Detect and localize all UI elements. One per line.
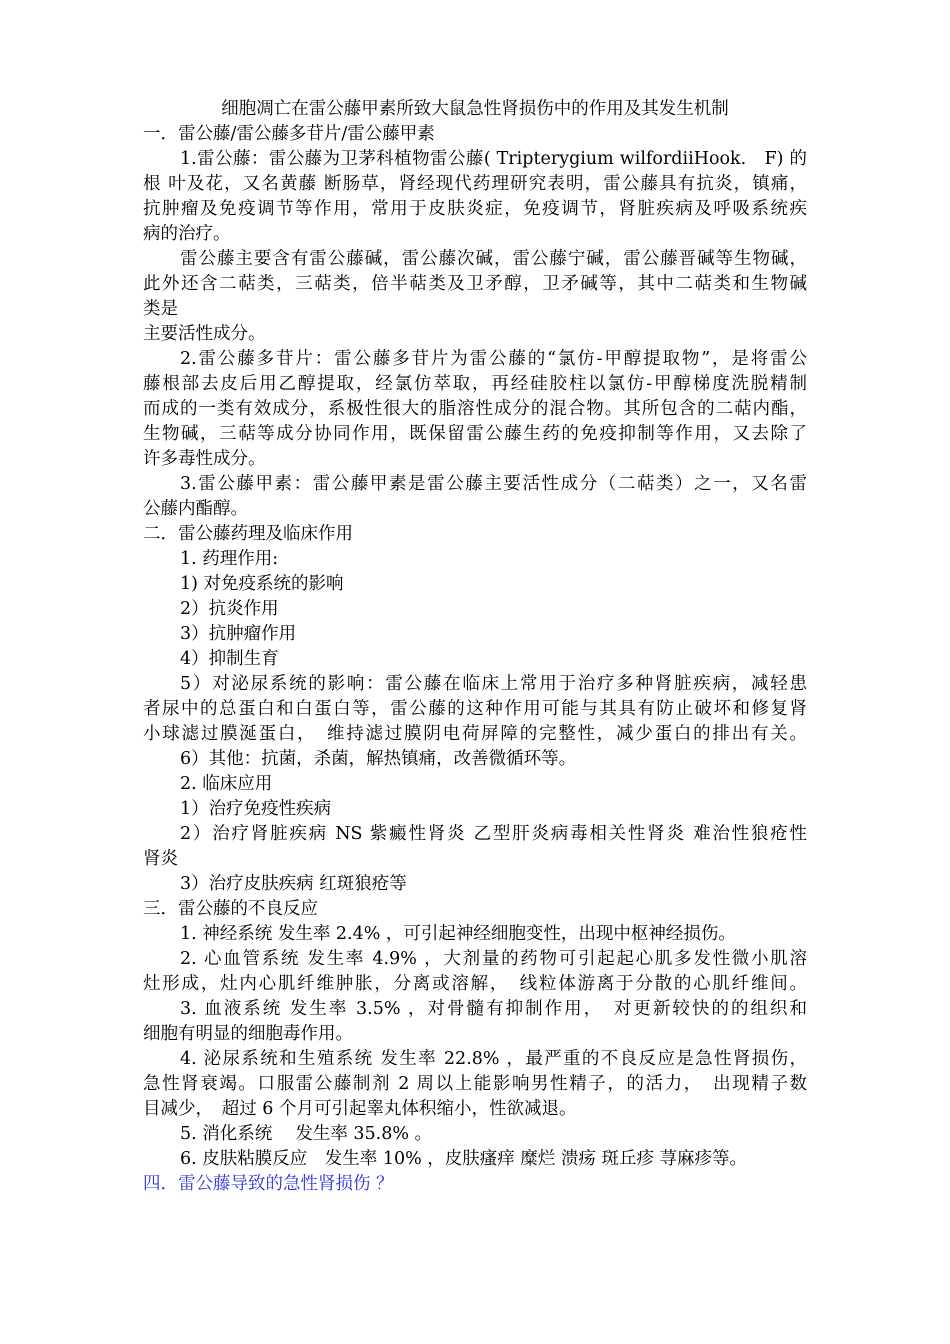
list-item: 2）抗炎作用 (180, 599, 279, 619)
clinical-heading: 2. 临床应用 (180, 774, 273, 794)
paragraph-line: 细胞有明显的细胞毒作用。 (143, 1024, 353, 1044)
list-item: 6）其他：抗菌，杀菌，解热镇痛，改善微循环等。 (180, 749, 577, 769)
list-item: 4. 泌尿系统和生殖系统 发生率 22.8% ，最严重的不良反应是急性肾损伤， (180, 1049, 807, 1069)
document-title: 细胞凋亡在雷公藤甲素所致大鼠急性肾损伤中的作用及其发生机制 (221, 99, 729, 119)
paragraph-line: 急性肾衰竭。口服雷公藤制剂 2 周以上能影响男性精子，的活力， 出现精子数 (143, 1074, 807, 1094)
paragraph-line: 病的治疗。 (143, 224, 231, 244)
paragraph-line: 公藤内酯醇。 (143, 499, 248, 519)
list-item: 6. 皮肤粘膜反应 发生率 10% ，皮肤瘙痒 糜烂 溃疡 斑丘疹 荨麻疹等。 (180, 1149, 748, 1169)
pharmacology-heading: 1. 药理作用: (180, 549, 279, 569)
paragraph-line: 3.雷公藤甲素：雷公藤甲素是雷公藤主要活性成分（二萜类）之一，又名雷 (180, 474, 807, 494)
paragraph-line: 5）对泌尿系统的影响：雷公藤在临床上常用于治疗多种肾脏疾病，减轻患 (180, 674, 807, 694)
paragraph-line: 生物碱，三萜等成分协同作用，既保留雷公藤生药的免疫抑制等作用，又去除了 (143, 424, 807, 444)
paragraph-line: 2.雷公藤多苷片：雷公藤多苷片为雷公藤的“氯仿-甲醇提取物”，是将雷公 (180, 349, 807, 369)
paragraph-line: 而成的一类有效成分，系极性很大的脂溶性成分的混合物。其所包含的二萜内酯， (143, 399, 807, 419)
paragraph-line: 主要活性成分。 (143, 324, 266, 344)
paragraph-line: 类是 (143, 299, 178, 319)
list-item: 1) 对免疫系统的影响 (180, 574, 344, 594)
paragraph-line: 灶形成，灶内心肌纤维肿胀，分离或溶解， 线粒体游离于分散的心肌纤维间。 (143, 974, 807, 994)
list-item: 3）治疗皮肤疾病 红斑狼疮等 (180, 874, 407, 894)
paragraph-line: 许多毒性成分。 (143, 449, 266, 469)
list-item: 2）治疗肾脏疾病 NS 紫癜性肾炎 乙型肝炎病毒相关性肾炎 难治性狼疮性 (180, 824, 807, 844)
paragraph-line: 者尿中的总蛋白和白蛋白等，雷公藤的这种作用可能与其具有防止破坏和修复肾 (143, 699, 807, 719)
paragraph-line: 目减少， 超过 6 个月可引起睾丸体积缩小，性欲减退。 (143, 1099, 577, 1119)
list-item: 4）抑制生育 (180, 649, 279, 669)
paragraph-line: 抗肿瘤及免疫调节等作用，常用于皮肤炎症，免疫调节，肾脏疾病及呼吸系统疾 (143, 199, 807, 219)
paragraph-line: 1.雷公藤：雷公藤为卫茅科植物雷公藤( Tripterygium wilfordiiHook. F) 的 (180, 149, 807, 169)
section-4-heading: 四．雷公藤导致的急性肾损伤 ？ (143, 1174, 394, 1194)
list-item: 3. 血液系统 发生率 3.5% ，对骨髓有抑制作用， 对更新较快的的组织和 (180, 999, 807, 1019)
list-item: 2. 心血管系统 发生率 4.9% ，大剂量的药物可引起起心肌多发性微小肌溶 (180, 949, 807, 969)
list-item: 1. 神经系统 发生率 2.4% ，可引起神经细胞变性，出现中枢神经损伤。 (180, 924, 736, 944)
paragraph-line: 根 叶及花，又名黄藤 断肠草，肾经现代药理研究表明，雷公藤具有抗炎，镇痛， (143, 174, 807, 194)
section-3-heading: 三．雷公藤的不良反应 (143, 899, 318, 919)
paragraph-line: 藤根部去皮后用乙醇提取，经氯仿萃取，再经硅胶柱以氯仿-甲醇梯度洗脱精制 (143, 374, 807, 394)
list-item: 3）抗肿瘤作用 (180, 624, 297, 644)
section-2-heading: 二．雷公藤药理及临床作用 (143, 524, 353, 544)
list-item: 5. 消化系统 发生率 35.8% 。 (180, 1124, 433, 1144)
section-1-heading: 一．雷公藤/雷公藤多苷片/雷公藤甲素 (143, 124, 435, 144)
paragraph-line: 肾炎 (143, 849, 178, 869)
paragraph-line: 雷公藤主要含有雷公藤碱，雷公藤次碱，雷公藤宁碱，雷公藤晋碱等生物碱， (180, 249, 807, 269)
paragraph-line: 此外还含二萜类，三萜类，倍半萜类及卫矛醇，卫矛碱等，其中二萜类和生物碱 (143, 274, 807, 294)
paragraph-line: 小球滤过膜涎蛋白， 维持滤过膜阴电荷屏障的完整性，减少蛋白的排出有关。 (143, 724, 807, 744)
list-item: 1）治疗免疫性疾病 (180, 799, 332, 819)
